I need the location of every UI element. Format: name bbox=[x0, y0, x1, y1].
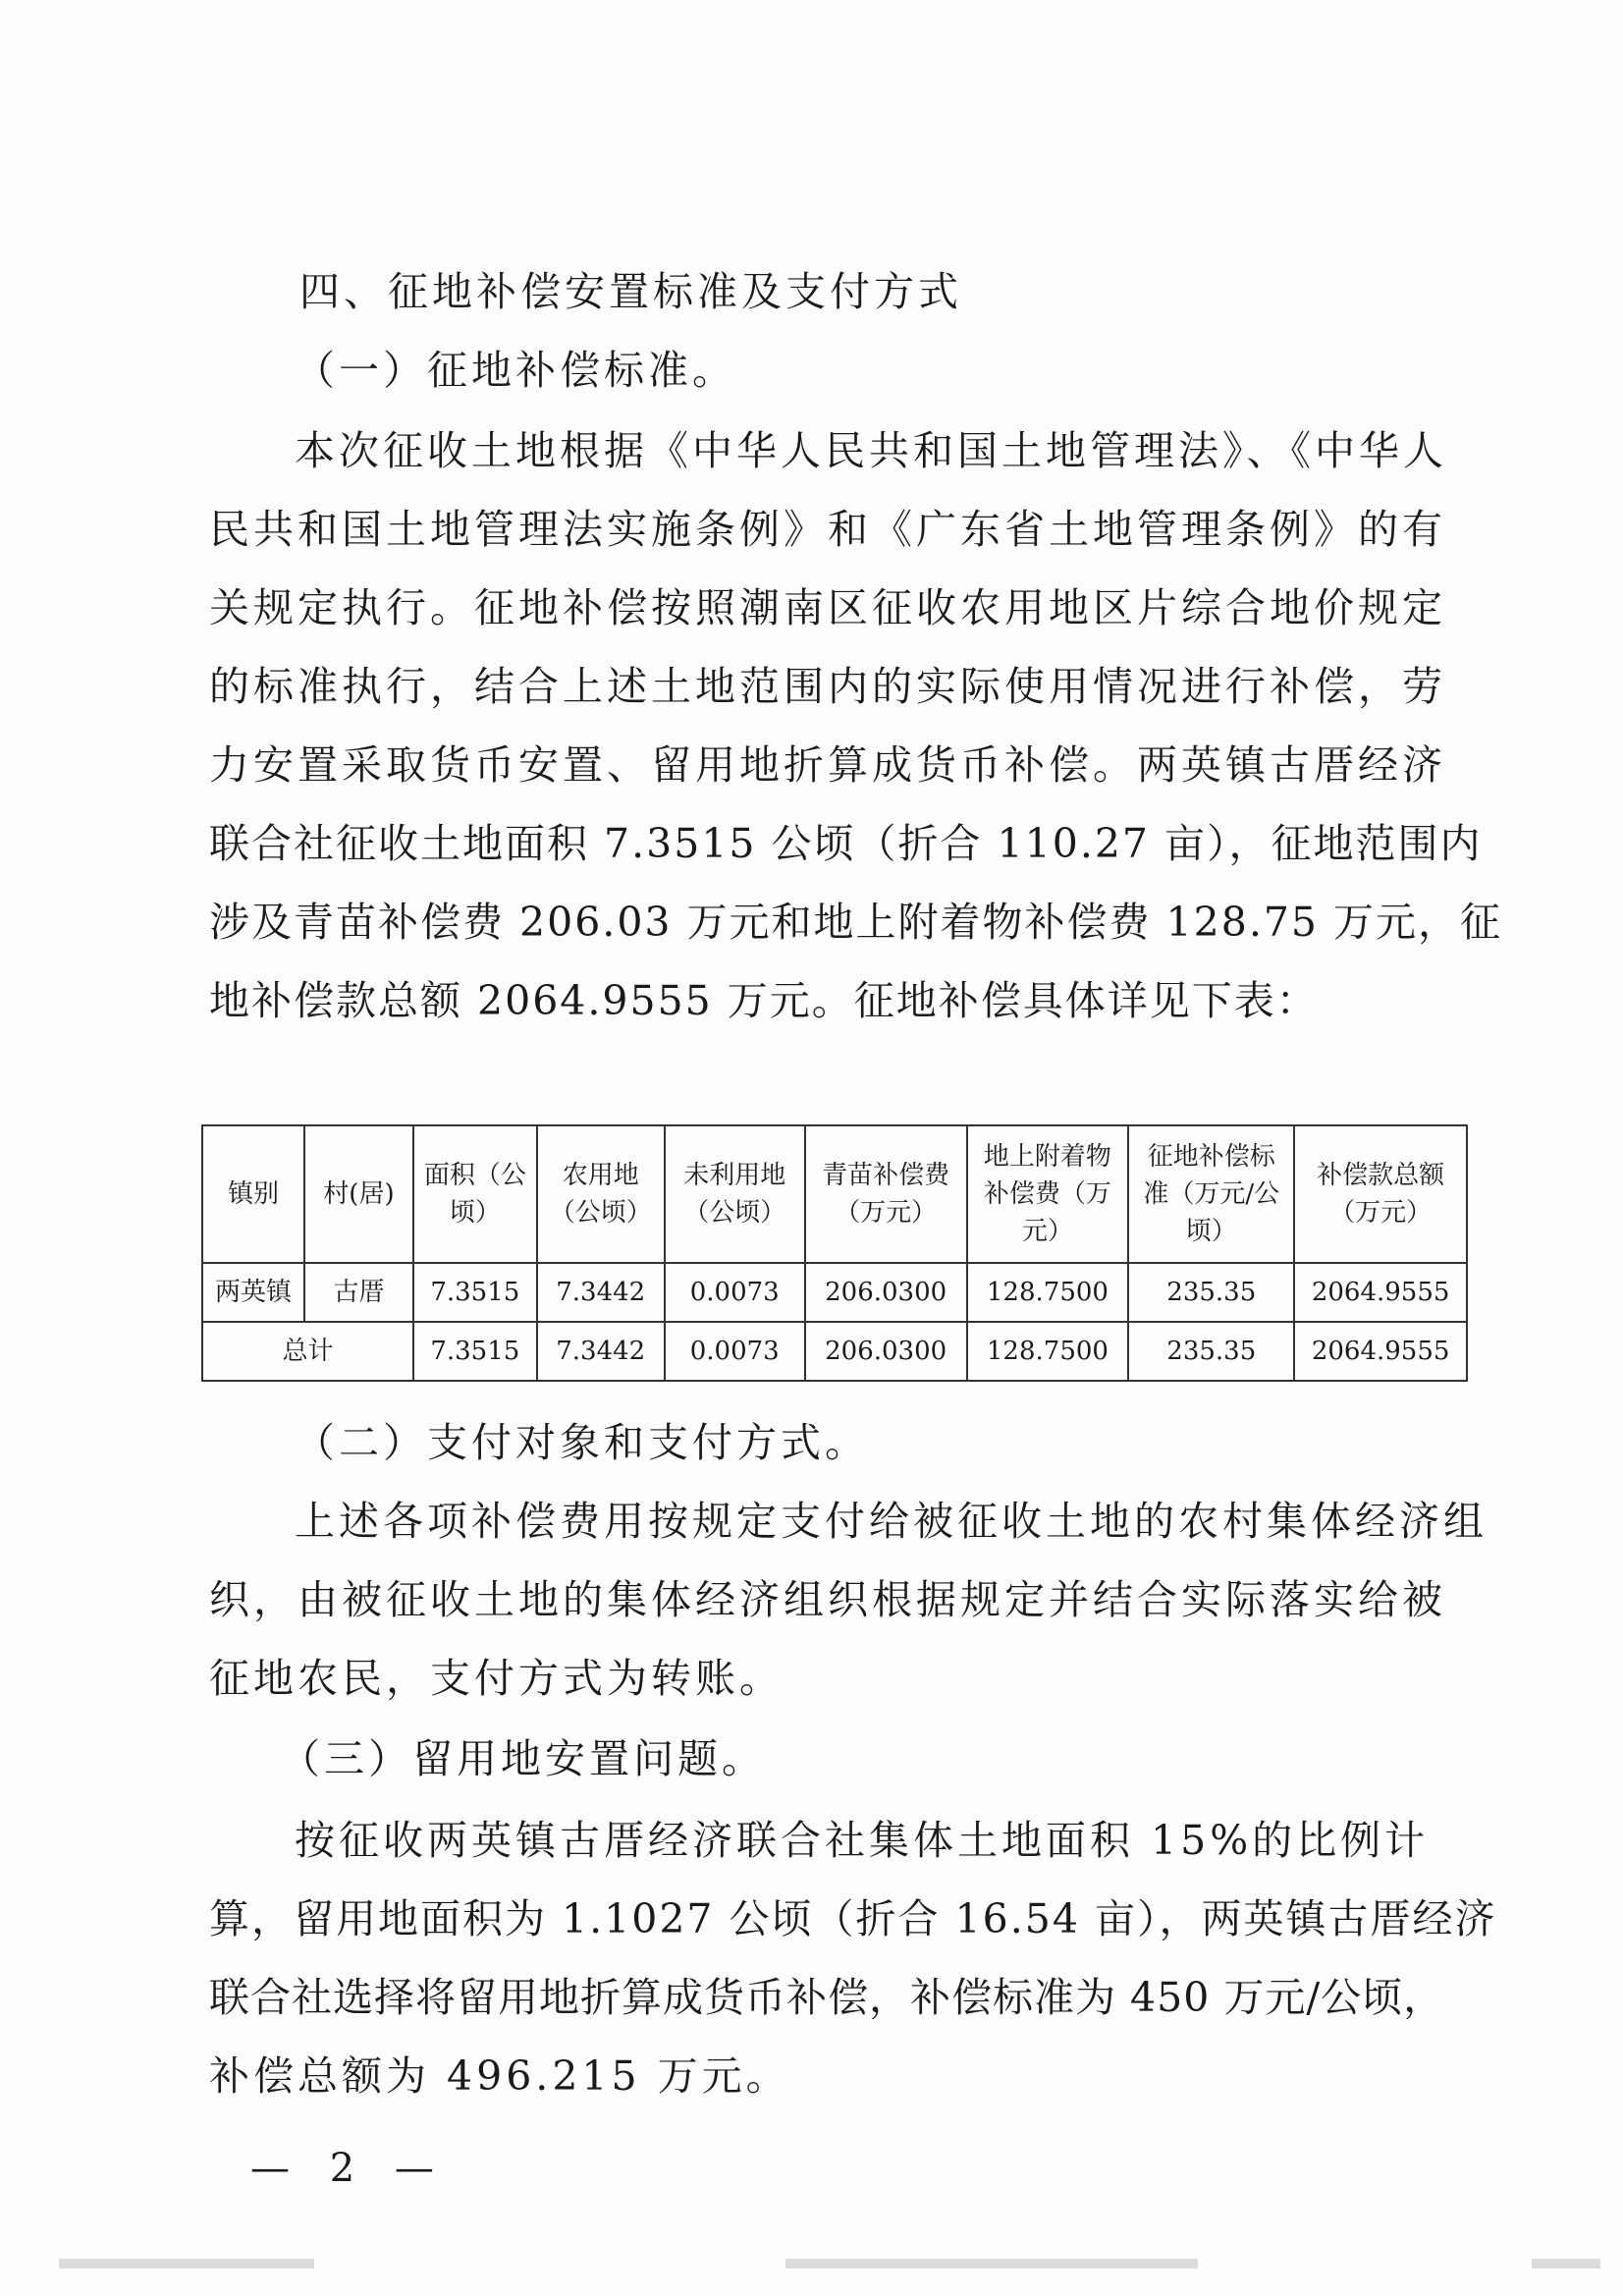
cell-total-label: 总计 bbox=[202, 1322, 413, 1381]
paragraph-line: 地补偿款总额 2064.9555 万元。征地补偿具体详见下表： bbox=[209, 977, 1319, 1024]
cell-total: 2064.9555 bbox=[1294, 1322, 1467, 1381]
paragraph-line: 征地农民，支付方式为转账。 bbox=[209, 1655, 784, 1702]
cell-village: 古厝 bbox=[304, 1263, 413, 1322]
paragraph-line: 的标准执行，结合上述土地范围内的实际使用情况进行补偿，劳 bbox=[209, 663, 1446, 710]
header-total: 补偿款总额（万元） bbox=[1294, 1125, 1467, 1263]
header-area: 面积（公顷） bbox=[413, 1125, 537, 1263]
cell-unused: 0.0073 bbox=[665, 1322, 805, 1381]
cell-farmland: 7.3442 bbox=[537, 1322, 665, 1381]
table-header-row bbox=[202, 1125, 1467, 1263]
paragraph-line: 力安置采取货币安置、留用地折算成货币补偿。两英镇古厝经济 bbox=[209, 741, 1446, 789]
header-village: 村(居) bbox=[304, 1125, 413, 1263]
scan-artifact bbox=[785, 2259, 1198, 2269]
section-heading: 四、征地补偿安置标准及支付方式 bbox=[299, 268, 962, 315]
table-total-row bbox=[202, 1322, 1467, 1381]
cell-town: 两英镇 bbox=[202, 1263, 304, 1322]
table-row bbox=[202, 1263, 1467, 1322]
header-crop-fee: 青苗补偿费（万元） bbox=[805, 1125, 967, 1263]
paragraph-line: 本次征收土地根据《中华人民共和国土地管理法》、《中华人 bbox=[295, 427, 1447, 474]
paragraph-line: 关规定执行。征地补偿按照潮南区征收农用地区片综合地价规定 bbox=[209, 584, 1446, 631]
subsection-heading-1: （一）征地补偿标准。 bbox=[295, 347, 736, 394]
subsection-heading-3: （三）留用地安置问题。 bbox=[280, 1735, 766, 1782]
cell-standard: 235.35 bbox=[1128, 1322, 1294, 1381]
paragraph-line: 织，由被征收土地的集体经济组织根据规定并结合实际落实给被 bbox=[209, 1576, 1446, 1623]
cell-total: 2064.9555 bbox=[1294, 1263, 1467, 1322]
cell-area: 7.3515 bbox=[413, 1322, 537, 1381]
paragraph-line: 上述各项补偿费用按规定支付给被征收土地的农村集体经济组 bbox=[295, 1498, 1488, 1545]
paragraph-line: 联合社征收土地面积 7.3515 公顷（折合 110.27 亩），征地范围内 bbox=[209, 820, 1483, 867]
header-attach-fee: 地上附着物补偿费（万元） bbox=[967, 1125, 1129, 1263]
cell-area: 7.3515 bbox=[413, 1263, 537, 1322]
header-unused: 未利用地（公顷） bbox=[665, 1125, 805, 1263]
subsection-heading-2: （二）支付对象和支付方式。 bbox=[295, 1419, 869, 1466]
cell-attach-fee: 128.7500 bbox=[967, 1322, 1129, 1381]
paragraph-line: 补偿总额为 496.215 万元。 bbox=[209, 2052, 790, 2100]
cell-unused: 0.0073 bbox=[665, 1263, 805, 1322]
header-standard: 征地补偿标准（万元/公顷） bbox=[1128, 1125, 1294, 1263]
cell-standard: 235.35 bbox=[1128, 1263, 1294, 1322]
paragraph-line: 民共和国土地管理法实施条例》和《广东省土地管理条例》的有 bbox=[209, 506, 1446, 553]
paragraph-line: 按征收两英镇古厝经济联合社集体土地面积 15%的比例计 bbox=[295, 1817, 1430, 1864]
cell-farmland: 7.3442 bbox=[537, 1263, 665, 1322]
paragraph-line: 算，留用地面积为 1.1027 公顷（折合 16.54 亩），两英镇古厝经济 bbox=[209, 1895, 1497, 1942]
paragraph-line: 涉及青苗补偿费 206.03 万元和地上附着物补偿费 128.75 万元，征 bbox=[209, 899, 1503, 946]
scan-artifact bbox=[59, 2259, 314, 2269]
compensation-table bbox=[201, 1124, 1468, 1382]
cell-crop-fee: 206.0300 bbox=[805, 1263, 967, 1322]
scan-artifact bbox=[1532, 2259, 1600, 2269]
header-farmland: 农用地（公顷） bbox=[537, 1125, 665, 1263]
cell-attach-fee: 128.7500 bbox=[967, 1263, 1129, 1322]
paragraph-line: 联合社选择将留用地折算成货币补偿，补偿标准为 450 万元/公顷， bbox=[209, 1974, 1445, 2021]
page-number: — 2 — bbox=[250, 2146, 448, 2191]
cell-crop-fee: 206.0300 bbox=[805, 1322, 967, 1381]
header-town: 镇别 bbox=[202, 1125, 304, 1263]
